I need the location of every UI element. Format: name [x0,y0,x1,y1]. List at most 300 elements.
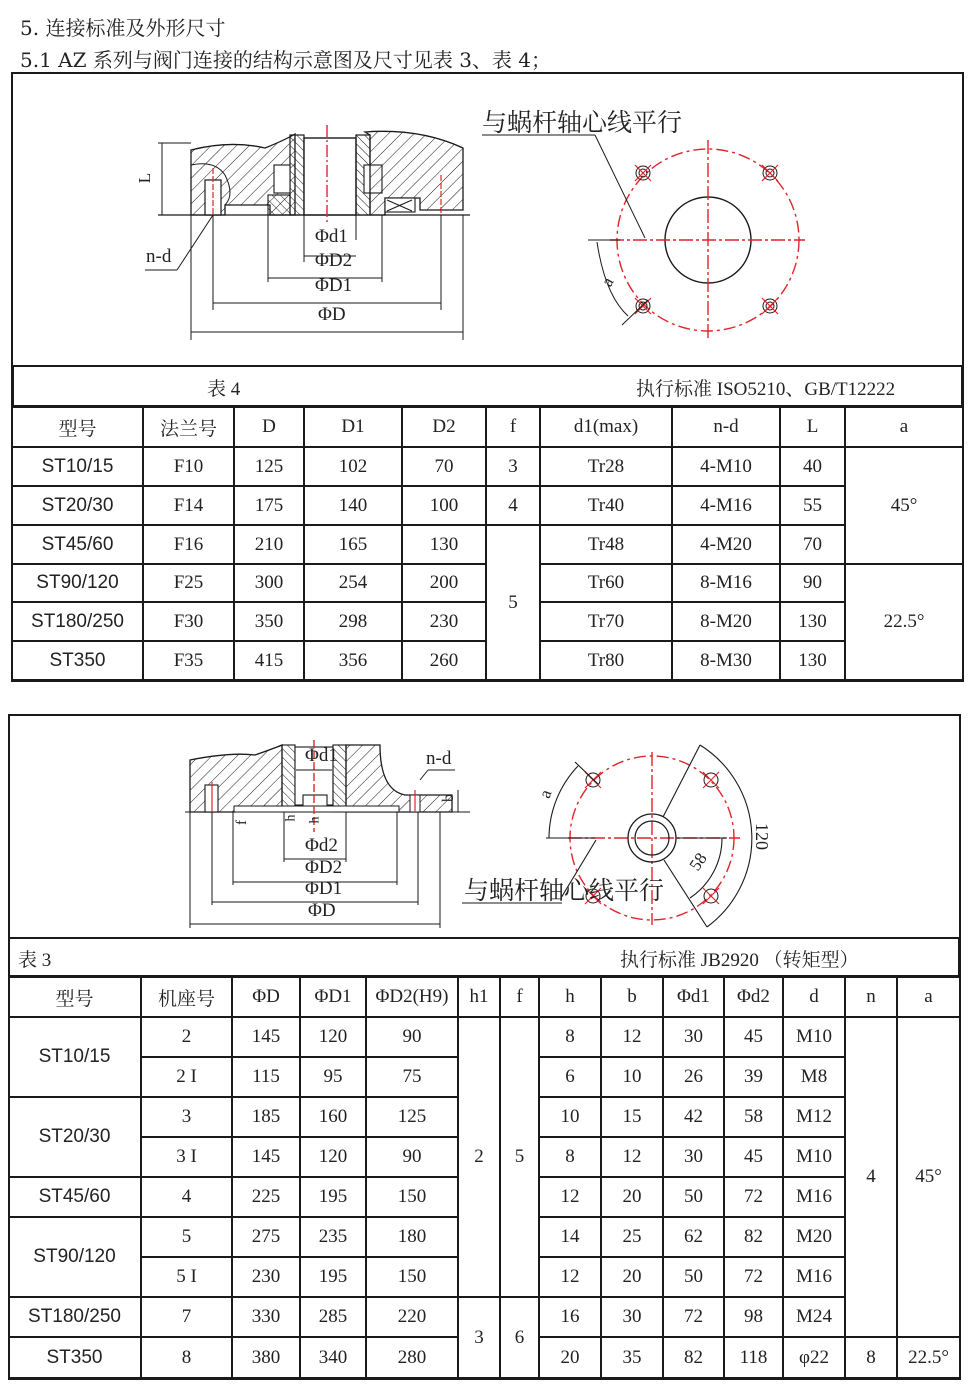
fig3-label-D2: ΦD2 [305,857,343,878]
table3-cell-text: 8 [181,1346,192,1368]
table3-cell-text: M12 [796,1106,832,1127]
fig4-label-D1: ΦD1 [315,275,353,296]
table3-cell [300,1097,366,1137]
table3-cell-text: 195 [318,1186,348,1207]
table3-header-cell [897,977,960,1017]
table3-header-cell-text: ΦD2(H9) [375,986,449,1007]
fig4-label-L: L [135,172,155,184]
table3-h1-merged-2 [458,1297,500,1378]
table4-cell-text: 130 [798,649,827,671]
table3-cell [300,1217,366,1257]
table3-model-cell-text: ST180/250 [28,1306,121,1327]
table3-cell [300,1137,366,1177]
table3-cell-text: 30 [684,1026,703,1047]
table3-header-cell [141,977,232,1017]
table4-model-cell-text: ST350 [49,649,106,671]
table3-cell [366,1057,458,1097]
fig3-label-f: f [234,820,250,825]
table3-header-cell-text: ΦD1 [314,986,352,1007]
fig3-label-nd: n-d [426,748,452,769]
table3-title: 表 3 [18,950,52,971]
table3-cell [783,1017,845,1057]
table3-cell-text: 15 [622,1106,642,1127]
table3-cell-text: 12 [622,1026,642,1047]
table4-header-cell-text: L [806,416,819,437]
table4-standard: 执行标准 ISO5210、GB/T12222 [636,379,896,400]
table3-cell [724,1137,783,1177]
table3-n-merged [845,1017,897,1337]
table3-cell-text: 12 [622,1146,642,1167]
table3-cell [601,1177,663,1217]
table3-cell [601,1097,663,1137]
table4-header-cell-text: a [899,416,909,437]
table3-cell [366,1177,458,1217]
table3-cell-text: 90 [402,1146,422,1167]
table4-cell-text: 175 [254,494,284,516]
table4-cell-text: 230 [429,610,459,632]
table3-cell [663,1257,724,1297]
table3-cell [663,1297,724,1337]
fig3-label-D: ΦD [308,900,336,921]
table4-cell-text: 125 [254,455,284,477]
table3-cell-text: 98 [744,1306,763,1327]
table4-cell-text: 4-M20 [700,533,752,555]
fig3-label-a: a [535,787,556,801]
table3-cell-text: 145 [251,1026,281,1047]
table3-model-cell-text: ST45/60 [38,1186,111,1207]
table3-standard: 执行标准 JB2920 （转矩型） [620,950,859,971]
table3-cell [366,1097,458,1137]
table4-cell-text: 130 [429,533,459,555]
table3-cell-text: 280 [397,1346,427,1368]
table3-header-cell-text: 机座号 [157,988,215,1010]
table3-cell [724,1257,783,1297]
table3-f-merged-2-text: 6 [514,1326,525,1348]
table3-cell-text: 39 [744,1066,763,1087]
section-heading: 5. 连接标准及外形尺寸 [20,16,226,40]
table3-cell [601,1137,663,1177]
table3-header-cell [663,977,724,1017]
table3-cell [539,1097,601,1137]
table3-cell [232,1057,300,1097]
table3-cell-text: 120 [318,1146,348,1167]
table4-cell-text: 40 [803,455,822,477]
table3-cell-text: 90 [402,1026,422,1047]
table3-cell [232,1137,300,1177]
table3-header-cell [232,977,300,1017]
table3-cell [300,1017,366,1057]
table3-cell-text: 185 [251,1106,281,1127]
table3-cell-text: 275 [251,1226,281,1247]
table3-cell [539,1217,601,1257]
table4-header-cell-text: n-d [713,416,739,437]
fig3-label-D1: ΦD1 [305,878,343,899]
table3-cell [300,1257,366,1297]
table3-cell-text: 230 [251,1266,281,1287]
table4-cell-text: Tr80 [587,649,625,671]
table3-cell [724,1297,783,1337]
table3-cell [783,1297,845,1337]
table3-cell [141,1337,232,1378]
fig4-label-a: a [597,273,618,290]
table4-cell-text: 8-M16 [700,572,752,593]
table3-cell-text: 125 [397,1106,427,1127]
table3-header-cell-text: Φd1 [677,986,710,1007]
table3-cell-text: 75 [402,1066,422,1087]
table4-cell-text: 4 [508,494,518,516]
table3-cell [141,1177,232,1217]
table3-cell-text: 20 [622,1266,642,1287]
table4-cell-text: 140 [338,494,368,516]
table3-cell [300,1297,366,1337]
table3-cell [232,1017,300,1057]
table4-cell-text: 55 [803,494,822,516]
table3-model-cell-text: ST20/30 [38,1126,111,1147]
table3-cell-text: 10 [622,1066,642,1087]
table3-cell [539,1017,601,1057]
table3-cell-text: 14 [560,1226,580,1247]
table3-cell-text: 330 [251,1306,281,1327]
table3-header-cell [366,977,458,1017]
subsection-heading: 5.1 AZ 系列与阀门连接的结构示意图及尺寸见表 3、表 4； [20,48,552,72]
table4-cell-text: 4-M10 [700,455,752,477]
table3-cell-text: M16 [796,1266,832,1287]
table4-header-cell-text: D1 [341,416,365,437]
table4-cell-text: Tr48 [587,533,625,555]
table3-cell-text: 3 I [176,1146,197,1167]
table3-header-cell [300,977,366,1017]
table3-n-last-text: 8 [866,1346,876,1368]
table4-cell-text: 298 [338,610,368,632]
table3-cell [783,1257,845,1297]
table3-cell [141,1137,232,1177]
table4-cell-text: 90 [803,572,822,593]
table3-h1-merged-1-text: 2 [474,1146,484,1167]
table3-cell [232,1257,300,1297]
table3-cell-text: 82 [744,1226,763,1247]
table3-cell [663,1177,724,1217]
table4-cell-text: F30 [173,610,204,632]
table3-cell-text: 180 [397,1226,427,1247]
table3-f-merged-1-text: 5 [514,1146,525,1167]
fig4-label-D2: ΦD2 [315,250,353,271]
table3-cell [724,1017,783,1057]
table3-cell [366,1257,458,1297]
table3-cell [141,1217,232,1257]
table3-cell [724,1337,783,1378]
table3-cell [232,1097,300,1137]
table3-cell-text: 35 [622,1346,642,1368]
table3-cell-text: 7 [181,1306,192,1327]
table3-cell-text: M24 [796,1306,832,1327]
table4-cell-text: 350 [254,610,284,632]
table3-cell [141,1017,232,1057]
table4-cell-text: Tr60 [587,572,625,593]
table3-model-cell [8,1297,141,1337]
table3-cell-text: 5 I [176,1266,197,1287]
table3-cell-text: M10 [796,1026,832,1047]
fig4-note: 与蜗杆轴心线平行 [482,109,683,137]
table3-cell [141,1297,232,1337]
table3-cell-text: 150 [397,1186,427,1207]
table3-cell [539,1137,601,1177]
table3-cell [663,1017,724,1057]
table4-cell-text: 260 [429,649,459,671]
table3-cell [724,1097,783,1137]
table3-cell-text: 115 [252,1066,280,1087]
table4-cell-text: Tr28 [587,455,625,477]
table3-cell [663,1097,724,1137]
table4-cell-text: 70 [803,533,822,555]
table4-cell-text: 165 [338,533,368,555]
table3-cell-text: 8 [565,1026,575,1047]
table4-title: 表 4 [207,379,241,400]
table3-cell [663,1137,724,1177]
table3-cell [141,1257,232,1297]
fig3-label-h: h [307,816,323,824]
table3-cell-text: 145 [251,1146,281,1167]
table4-header-cell-text: D2 [432,416,456,437]
table3-model-cell-text: ST10/15 [38,1046,111,1067]
table4-cell-text: F10 [173,455,204,477]
table3-cell-text: 8 [565,1146,575,1167]
table3-model-cell-text: ST350 [46,1346,103,1368]
table3-cell-text: 30 [684,1146,703,1167]
fig4-label-d1: Φd1 [315,226,348,247]
table3-model-cell [8,1017,141,1097]
table3-cell-text: 62 [684,1226,703,1247]
table3-cell [724,1177,783,1217]
table3-cell-text: 20 [622,1186,642,1207]
table3-cell [601,1017,663,1057]
table3-a-last-text: 22.5° [908,1346,949,1368]
table3-cell [783,1057,845,1097]
table4-cell-text: 100 [429,494,459,516]
table4-header-cell-text: d1(max) [573,416,639,437]
table3-cell-text: 380 [251,1346,281,1368]
fig3-label-120: 120 [752,823,772,850]
table3-cell [141,1057,232,1097]
table3-cell [539,1297,601,1337]
table3-cell [539,1337,601,1378]
table4-model-cell-text: ST180/250 [31,610,124,632]
fig3-label-d2: Φd2 [305,835,338,856]
table3-cell [601,1057,663,1097]
table4-header-cell-text: f [509,416,517,437]
table4-cell-text: 3 [508,455,518,477]
table3-model-cell-text: ST90/120 [33,1246,116,1267]
table3-header-cell [539,977,601,1017]
table4-cell-text: 356 [338,649,368,671]
table3-header-cell-text: h1 [469,986,489,1007]
table4-cell-text: 70 [434,455,454,477]
table3-cell [663,1057,724,1097]
table3-cell-text: 2 [181,1026,192,1047]
fig4-label-D: ΦD [318,304,346,325]
table3-header-cell [8,977,141,1017]
table3-header-cell [783,977,845,1017]
table3-cell-text: 50 [684,1266,703,1287]
table3-n-last [845,1337,897,1378]
table4-header-cell-text: D [262,416,276,437]
table3-cell-text: 95 [323,1066,343,1087]
table3-cell-text: 72 [744,1266,763,1287]
table4-model-cell-text: ST45/60 [41,533,114,555]
table3-h1-merged-2-text: 3 [474,1326,484,1348]
table3-cell-text: 6 [565,1066,575,1087]
table3-cell-text: 340 [318,1346,348,1368]
table3-header-cell-text: b [627,986,637,1007]
table3-h1-merged-1 [458,1017,500,1297]
table3-cell-text: 25 [622,1226,642,1247]
table3-cell-text: 16 [560,1306,580,1327]
table3-a-merged [897,1017,960,1337]
table3-header-cell-text: d [809,986,819,1007]
table3-header-cell [601,977,663,1017]
table3-a-merged-text: 45° [915,1166,942,1187]
table3-cell-text: 5 [181,1226,192,1247]
table3-cell-text: 45 [744,1026,763,1047]
table3-cell-text: M20 [796,1226,832,1247]
table3-cell [141,1097,232,1137]
table3-cell [783,1337,845,1378]
table3-cell [663,1337,724,1378]
table3-cell-text: φ22 [799,1346,829,1368]
table3-cell [232,1177,300,1217]
table4-cell-text: 210 [254,533,284,555]
table4-cell-text: 102 [338,455,368,477]
table4-cell-text: 254 [338,572,368,593]
table4-cell-text: 8-M20 [700,610,752,632]
table3-cell [366,1137,458,1177]
table3-cell-text: 225 [251,1186,281,1207]
table3-n-merged-text: 4 [866,1166,876,1187]
table3-cell-text: 10 [560,1106,580,1127]
table3-cell [366,1017,458,1057]
table3-cell-text: 82 [684,1346,703,1368]
table3-cell-text: 12 [560,1266,580,1287]
table4-f-merged-text: 5 [508,591,518,613]
table4-header-cell-text: 型号 [58,418,97,440]
table3-model-cell [8,1097,141,1177]
table3-cell [783,1217,845,1257]
table3-cell [539,1177,601,1217]
table3-cell-text: M16 [796,1186,832,1207]
table3-cell-text: 220 [397,1306,427,1327]
table3-cell-text: 42 [684,1106,703,1127]
table4-cell-text: 300 [254,572,284,593]
table3-cell [724,1217,783,1257]
table3-cell-text: 58 [744,1106,763,1127]
table3-header-cell [458,977,500,1017]
table4-cell-text: 4-M16 [700,494,752,516]
table4-cell-text: F16 [173,533,204,555]
fig4-label-nd: n-d [146,246,172,267]
table3-header-cell-text: ΦD [252,986,280,1007]
table3-cell-text: 30 [622,1306,642,1327]
table3-cell-text: 195 [318,1266,348,1287]
table3-cell [539,1257,601,1297]
table3-header-cell-text: n [866,986,876,1007]
table3-cell-text: 3 [181,1106,192,1127]
table3-cell [783,1137,845,1177]
fig3-label-58: 58 [685,849,711,875]
table4-cell-text: 8-M30 [700,649,752,671]
table4-a-22-5-text: 22.5° [883,611,925,632]
table3-cell [232,1297,300,1337]
table3-cell-text: 160 [318,1106,348,1127]
table3-cell [601,1257,663,1297]
table3-cell [539,1057,601,1097]
table3-cell [783,1177,845,1217]
table3-cell-text: 285 [318,1306,348,1327]
table3-model-cell [8,1177,141,1217]
table4-cell-text: F35 [173,649,204,671]
table4-cell-text: 200 [429,572,459,593]
table4-header-cell-text: 法兰号 [159,418,217,440]
table3-cell [300,1057,366,1097]
table3-model-cell [8,1217,141,1297]
table4-cell-text: 130 [798,610,827,632]
table3-cell [300,1177,366,1217]
table3-cell-text: 45 [744,1146,763,1167]
table3-header-cell [724,977,783,1017]
table4-model-cell-text: ST10/15 [41,455,114,477]
table3-cell-text: 72 [744,1186,763,1207]
table3-cell-text: 12 [560,1186,580,1207]
table3-cell-text: 20 [560,1346,580,1368]
table4-cell-text: Tr70 [587,610,625,632]
table3-cell-text: 150 [397,1266,427,1287]
table3-cell [366,1217,458,1257]
table4-cell-text: F25 [173,572,204,593]
table3-cell-text: 72 [684,1306,703,1327]
table3-cell [366,1297,458,1337]
table3-cell [232,1217,300,1257]
table3-cell-text: 120 [318,1026,348,1047]
fig3-label-b: b [440,794,457,802]
table3-header-cell-text: h [565,986,575,1007]
table3-cell-text: 4 [181,1186,192,1207]
table3-cell [601,1297,663,1337]
table3-cell [366,1337,458,1378]
table3-model-cell [8,1337,141,1378]
table3-cell-text: M8 [800,1066,828,1087]
fig3-note: 与蜗杆轴心线平行 [464,877,665,905]
table3-cell [300,1337,366,1378]
fig3-label-h1: h [283,814,299,822]
table3-cell-text: 50 [684,1186,703,1207]
table3-header-cell [845,977,897,1017]
table3-header-cell-text: f [516,986,523,1007]
table4-a-45-text: 45° [890,494,918,516]
table3-cell [783,1097,845,1137]
table3-header-cell [500,977,539,1017]
table3-cell-text: 235 [318,1226,348,1247]
table3-header-cell-text: 型号 [55,988,94,1010]
table4-cell-text: F14 [173,494,204,516]
table4-cell-text: 415 [254,649,284,671]
table3-cell [601,1337,663,1378]
table4-model-cell-text: ST20/30 [41,494,114,516]
table3-f-merged-2 [500,1297,539,1378]
table3-header-cell-text: a [924,986,933,1007]
table3-cell-text: 26 [684,1066,703,1087]
table3-cell [663,1217,724,1257]
table3-cell [724,1057,783,1097]
table4-model-cell-text: ST90/120 [36,572,119,593]
table3-a-last [897,1337,960,1378]
